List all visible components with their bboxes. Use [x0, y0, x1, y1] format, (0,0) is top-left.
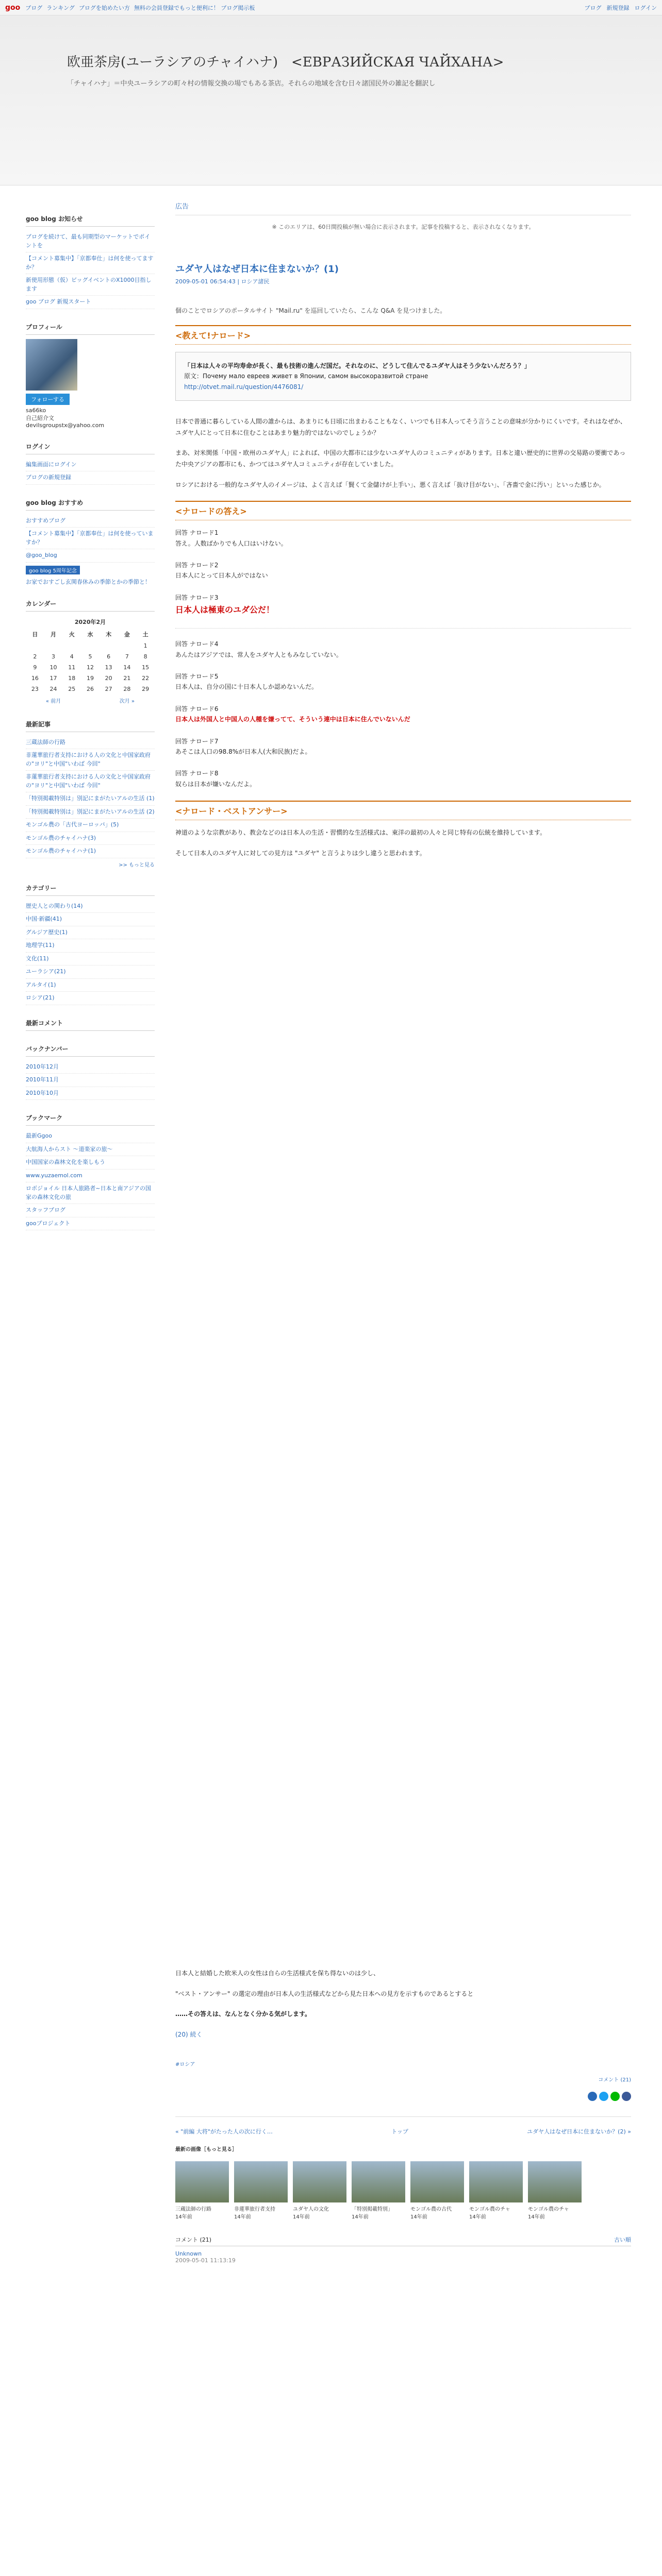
- recent-images-heading[interactable]: 最新の画像［もっと見る］: [175, 2147, 237, 2153]
- body-paragraph: ……その答えは、なんとなく分かる気がします。: [175, 2010, 311, 2018]
- question-quote: [175, 352, 631, 401]
- prev-post-link[interactable]: « "前編 大将"がたった人の次に行く…: [175, 2128, 273, 2136]
- body-paragraph: まあ、対米関係「中国・欧州のユダヤ人」によれば、中国の大都市には少ないユダヤ人のコミュニティがあります。日本と違い歴史的に世界の交易路の要衝であった中央アジアの都市にも、かつてはユダヤ人コミュニティが存在していました。: [175, 449, 626, 468]
- osusume-item[interactable]: 【コメント募集中】「京都奉仕」は何を使っていますか？: [26, 528, 155, 549]
- category-heading: カテゴリー: [26, 880, 155, 896]
- recent-images: [175, 2161, 631, 2220]
- profile-intro: 自己紹介文: [26, 414, 54, 421]
- section-heading-best: <ナロード・ベストアンサー>: [175, 801, 631, 820]
- quote-ru: 原文：Почему мало евреев живет в Японии, самом высокоразвитой стране: [184, 372, 428, 380]
- top-link-register[interactable]: 無料の会員登録でもっと便利に！ ブログ掲示板: [134, 4, 255, 11]
- blog-description: 「チャイハナ」＝中央ユーラシアの町々村の情報交換の場でもある茶店。それらの地域を含む日々諸国民外の雑記を翻訳し: [67, 80, 436, 88]
- answer-block: 回答 ナロード4 あんたはアジアでは、常人をユダヤ人ともみなしていない。: [175, 640, 342, 658]
- top-right-signup[interactable]: 新規登録: [606, 4, 630, 11]
- recent-thumb[interactable]: 「特別掲載特別」 14年前: [352, 2161, 405, 2220]
- comment-sort[interactable]: 古い順: [614, 2236, 631, 2244]
- body-paragraph: "ベスト・アンサー" の選定の理由が日本人の生活様式などから見た日本への見方を示すものであるとすると: [175, 1990, 474, 1997]
- best-answer: 神道のような宗教があり、教会などのは日本人の生活・習慣的な生活様式は、東洋の最初の人々と同じ特有の伝統を維持しています。: [175, 829, 547, 837]
- recent-more-link[interactable]: >> もっと見る: [119, 862, 155, 868]
- post-title[interactable]: ユダヤ人はなぜ日本に住まないか？(1): [175, 264, 339, 275]
- lower-main: [175, 1968, 631, 2264]
- answer-block: 回答 ナロード3 日本人は極東のユダ公だ！: [175, 594, 275, 615]
- login-item[interactable]: ブログの新規登録: [26, 471, 155, 485]
- recent-item[interactable]: モンゴル農の「古代ヨーロッパ」(5): [26, 819, 155, 832]
- calendar-prev[interactable]: « 前月: [45, 698, 61, 704]
- share-twitter-icon[interactable]: [599, 2092, 608, 2101]
- post-category[interactable]: #ロシア: [175, 2062, 195, 2068]
- post-lead: 個のことでロシアのポータルサイト "Mail.ru" を巡回していたら、こんな Q&A を見つけました。: [175, 307, 446, 314]
- next-post-link[interactable]: ユダヤ人はなぜ日本に住まないか？(2) »: [527, 2128, 631, 2136]
- top-right-login[interactable]: ログイン: [634, 4, 657, 11]
- comment-author[interactable]: Unknown: [175, 2250, 202, 2258]
- lower-sidebar: [26, 1968, 155, 2264]
- ad-label[interactable]: 広告: [175, 201, 631, 215]
- category-item[interactable]: 地理学(11): [26, 939, 155, 953]
- answer-block: 回答 ナロード7 あそこは人口の98.8%が日本人(大和民族)だよ。: [175, 737, 311, 756]
- bookmark-item[interactable]: ロボジョイル 日本人旅路者~日本と南アジアの国家の森林文化の旅: [26, 1182, 155, 1204]
- notice-item[interactable]: ブログを続けて、最も同期型のマーケットでポイントを: [26, 231, 155, 252]
- body-paragraph: 日本で普通に暮らしている人間の誰からは、あまりにも日頃に出まわることもなく、いつでも日本人ってそう言うことの意味が分かりにくいです。それはなぜか、ユダヤ人にとって日本に住むことはあまり魅力的ではないのでしょうか？: [175, 418, 626, 436]
- notice-heading: goo blog お知らせ: [26, 211, 155, 227]
- goo-logo[interactable]: goo: [5, 3, 21, 12]
- post-date[interactable]: 2009-05-01 06:54:43 | ロシア諸民: [175, 278, 270, 285]
- bookmark-heading: ブックマーク: [26, 1110, 155, 1126]
- lower-section: [0, 1968, 662, 2576]
- login-heading: ログイン: [26, 439, 155, 454]
- top-link-start[interactable]: ブログを始めたい方: [78, 4, 130, 11]
- backnumber-item[interactable]: 2010年11月: [26, 1074, 155, 1087]
- category-item[interactable]: 文化(11): [26, 953, 155, 966]
- body-paragraph: そして日本人のユダヤ人に対しての見方は "ユダヤ" と言うよりは少し違うと思われます。: [175, 849, 426, 857]
- recent-thumb[interactable]: モンゴル農のチャ 14年前: [528, 2161, 582, 2220]
- recent-item[interactable]: モンゴル農のチャイハナ(3): [26, 832, 155, 845]
- osusume-heading: goo blog おすすめ: [26, 495, 155, 511]
- answer-block: 回答 ナロード6 日本人は外国人と中国人の人種を嫌ってて、そういう連中は日本に住んでいないんだ: [175, 705, 410, 723]
- recent-item[interactable]: 「特別掲載特別は」別記にまがたいアルの生活 (2): [26, 806, 155, 819]
- profile-image: [26, 339, 77, 391]
- top-right-links: [585, 4, 657, 12]
- top-right-blog[interactable]: ブログ: [584, 4, 602, 11]
- top-links: [25, 4, 255, 12]
- top-bar: [0, 0, 662, 15]
- main-content: [175, 201, 631, 1230]
- bookmark-item[interactable]: スタッフブログ: [26, 1204, 155, 1217]
- post-nav: [175, 2116, 631, 2146]
- sidebar: [26, 201, 155, 1230]
- backnumber-item[interactable]: 2010年12月: [26, 1061, 155, 1074]
- answer-block: 回答 ナロード1 答え。人数ばかりでも人口はいけない。: [175, 529, 287, 547]
- osusume-item[interactable]: @goo_blog: [26, 549, 155, 563]
- recent-thumb[interactable]: 非蓮華旅行者支持 14年前: [234, 2161, 288, 2220]
- category-item[interactable]: グルジア歴史(1): [26, 926, 155, 940]
- answer-block: 回答 ナロード5 日本人は、自分の国に十日本人しか認めないんだ。: [175, 673, 318, 691]
- section-heading-question: <教えて!ナロード>: [175, 325, 631, 345]
- top-link-blog[interactable]: ブログ: [25, 4, 43, 11]
- recent-item[interactable]: 三蔵法師の行路: [26, 736, 155, 750]
- quote-link[interactable]: http://otvet.mail.ru/question/4476081/: [184, 383, 304, 391]
- share-buttons: [175, 2092, 631, 2101]
- profile-email: devilsgroupstx@yahoo.com: [26, 421, 105, 429]
- comment-link[interactable]: コメント (21): [598, 2077, 631, 2083]
- calendar-heading: カレンダー: [26, 596, 155, 612]
- continue-link[interactable]: (20) 続く: [175, 2030, 203, 2038]
- backnumber-heading: バックナンバー: [26, 1041, 155, 1057]
- notice-item[interactable]: goo ブログ 新規スタート: [26, 296, 155, 309]
- recent-thumb[interactable]: モンゴル農のチャ 14年前: [469, 2161, 523, 2220]
- inactive-notice: ※ このエリアは、60日間投稿が無い場合に表示されます。記事を投稿すると、表示されなくなります。: [272, 224, 535, 230]
- notice-item[interactable]: 【コメント募集中】「京都奉仕」は何を使ってますか？: [26, 252, 155, 274]
- bookmark-item[interactable]: www.yuzaemol.com: [26, 1170, 155, 1183]
- answer-block: 回答 ナロード2 日本人にとって日本人がではない: [175, 561, 268, 580]
- calendar: 2020年2月 日 月 火 水 木 金 土 1 2 3 4 5 6 7 8 9 10 11 12 13 14 15 16 17 18 19 20 21 22 23 24 25 26 27 28 29 « 前月 次月 »: [26, 616, 155, 706]
- share-facebook-icon[interactable]: [622, 2092, 631, 2101]
- comment-section: [175, 2235, 631, 2264]
- bookmark-item[interactable]: 大航海人からスト ～道楽家の旅～: [26, 1143, 155, 1157]
- answer-block: 回答 ナロード8 奴らは日本が嫌いなんだよ。: [175, 770, 256, 788]
- recent-item[interactable]: モンゴル農のチャイハナ(1): [26, 845, 155, 858]
- osusume-item[interactable]: おすすめブログ: [26, 515, 155, 528]
- quote-ja: 「日本は人々の平均寿命が長く、最も技術の進んだ国だ。それなのに、どうして住んでるユダヤ人はそう少ないんだろう？」: [184, 362, 531, 369]
- bookmark-item[interactable]: gooプロジェクト: [26, 1217, 155, 1231]
- top-link[interactable]: トップ: [391, 2128, 408, 2136]
- share-line-icon[interactable]: [610, 2092, 620, 2101]
- recent-item[interactable]: 非蓮華旅行者支持における人の文化と中国家政府の"ヨリ"と中国"いわば 今回": [26, 771, 155, 792]
- recent-thumb[interactable]: ユダヤ人の文化 14年前: [293, 2161, 346, 2220]
- comment-date: 2009-05-01 11:13:19: [175, 2257, 236, 2264]
- category-item[interactable]: ユーラシア(21): [26, 965, 155, 979]
- category-item[interactable]: 中国·新疆(41): [26, 913, 155, 926]
- notice-item[interactable]: 新使用形態（仮）ビッグイベントのX1000目指します: [26, 274, 155, 296]
- recent-heading: 最新記事: [26, 717, 155, 732]
- category-item[interactable]: 歴史人との関わり(14): [26, 900, 155, 913]
- body-paragraph: 日本人と結婚した欧米人の女性は自らの生活様式を保ち得ないのは少し、: [175, 1970, 380, 1977]
- recent-item[interactable]: 非蓮華旅行者支持における人の文化と中国家政府の"ヨリ"と中国"いわば 今回": [26, 749, 155, 771]
- recent-item[interactable]: 「特別掲載特別は」別記にまがたいアルの生活 (1): [26, 792, 155, 806]
- osusume-caption[interactable]: お家でおすごし玄関春休みの季節とかの季節と！: [26, 578, 151, 585]
- comment-count: コメント (21): [175, 2236, 212, 2244]
- profile-heading: プロフィール: [26, 319, 155, 335]
- login-item[interactable]: 編集画面にログイン: [26, 459, 155, 472]
- category-item[interactable]: ロシア(21): [26, 992, 155, 1005]
- body-paragraph: ロシアにおける一般的なユダヤ人のイメージは、よく言えば「賢くて金儲けが上手い」、悪く言えば「抜け目がない」、「吝嗇で金に汚い」といった感じか。: [175, 481, 605, 488]
- blog-title[interactable]: 欧亜茶房(ユーラシアのチャイハナ) <ЕВРАЗИЙСКАЯ ЧАЙХАНА>: [67, 55, 504, 70]
- bookmark-item[interactable]: 最新Ggoo: [26, 1130, 155, 1143]
- recent-thumb[interactable]: モンゴル農の古代 14年前: [410, 2161, 464, 2220]
- category-item[interactable]: アルタイ(1): [26, 979, 155, 992]
- profile-name: sa66ko: [26, 406, 46, 414]
- blog-header: [0, 15, 662, 185]
- calendar-next[interactable]: 次月 »: [119, 698, 135, 704]
- top-link-ranking[interactable]: ランキング: [46, 4, 75, 11]
- osusume-badge[interactable]: goo blog 5周年記念: [26, 566, 80, 574]
- backnumber-item[interactable]: 2010年10月: [26, 1087, 155, 1100]
- recent-thumb[interactable]: 三蔵法師の行路 14年前: [175, 2161, 229, 2220]
- latest-comment-heading: 最新コメント: [26, 1015, 155, 1031]
- follow-button[interactable]: フォローする: [26, 394, 70, 405]
- bookmark-item[interactable]: 中国国家の森林文化を楽しもう: [26, 1156, 155, 1170]
- calendar-month: 2020年2月: [74, 618, 106, 625]
- share-hatena-icon[interactable]: [588, 2092, 597, 2101]
- section-heading-answers: <ナロードの答え>: [175, 501, 631, 520]
